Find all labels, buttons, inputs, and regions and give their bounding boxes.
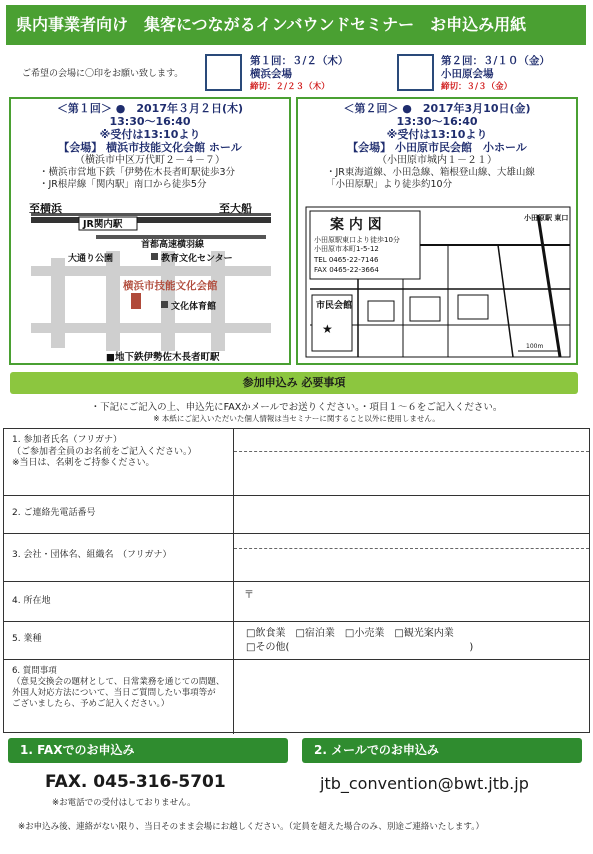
form-label-address: 4. 所在地	[4, 582, 234, 621]
form-label-name-line3: ※当日は、名刺をご持参ください。	[12, 458, 155, 468]
session1-access2: ・JR根岸線「関内駅」南口から徒歩5分	[39, 179, 207, 190]
session1-date-label: 第１回：３/２（木）	[250, 55, 349, 67]
address-input-field[interactable]	[234, 582, 589, 621]
session1-access1: ・横浜市営地下鉄「伊勢佐木長者町駅徒歩3分	[39, 167, 236, 178]
form-row-name	[4, 429, 589, 495]
industry-options-row1[interactable]: □飲食業 □宿泊業 □小売業 □観光案内業	[246, 628, 454, 639]
session1-selection	[250, 55, 348, 94]
session1-time: 13:30～16:40	[109, 115, 191, 128]
form-label-name-line2: （ご参加者全員のお名前をご記入ください。）	[12, 446, 197, 457]
form-label-questions-line2: （意見交換会の題材として、日常業務を通じての問題、	[12, 677, 225, 687]
session1-checkbox[interactable]	[205, 54, 242, 91]
map2-star-icon: ★	[322, 322, 333, 336]
industry-options-row2[interactable]: □その他( )	[246, 642, 474, 653]
session2-time: 13:30～16:40	[396, 115, 478, 128]
email-address[interactable]: jtb_convention@bwt.jtb.jp	[320, 774, 529, 793]
venue-selection-instruction: ご希望の会場に〇印をお願い致します。	[22, 69, 184, 79]
session2-date-label: 第２回：３/１０（金）	[441, 55, 550, 67]
form-label-questions-line1: 6. 質問事項	[12, 666, 57, 676]
map-label-ofuna: 至大船	[219, 203, 252, 215]
map2-line2: 小田原市本町1-5-12	[314, 245, 379, 253]
map-label-expressway: 首都高速横羽線	[141, 240, 205, 250]
map2-scale: 100m	[526, 343, 544, 350]
session2-access1: ・JR東海道線、小田急線、箱根登山線、大雄山線	[326, 167, 535, 178]
fax-section-header: 1. FAXでのお申込み	[8, 738, 288, 763]
form-row-address	[4, 581, 589, 621]
privacy-note: ※ 本紙にご記入いただいた個人情報は当セミナーに関すること以外に使用しません。	[153, 414, 440, 423]
session1-venue: 【会場】 横浜市技能文化会館 ホール	[58, 141, 242, 154]
session2-title: ＜第２回＞ ● 2017年3月10日(金)	[343, 102, 531, 115]
phone-input-field[interactable]	[234, 496, 589, 533]
email-section-header: 2. メールでのお申込み	[302, 738, 582, 763]
session1-info	[11, 99, 289, 191]
map2-fax: FAX 0465-22-3664	[314, 266, 379, 274]
session2-address: （小田原市城内１－２１）	[377, 155, 497, 166]
session2-selection	[441, 55, 550, 94]
form-label-questions-line3: 外国人対応方法について、当日ご質問したい事項等が	[12, 688, 216, 698]
session1-title: ＜第１回＞ ● 2017年３月２日(木)	[56, 102, 244, 115]
footer-note: ※お申込み後、連絡がない限り、当日そのまま会場にお越しください。（定員を超えた場合のみ、別途ご連絡いたします。）	[18, 822, 484, 832]
session1-map	[11, 203, 289, 363]
requirements-header: 参加申込み 必要事項	[10, 372, 578, 394]
session1-venue-label: 横浜会場	[250, 68, 292, 80]
session2-map	[298, 205, 576, 365]
fax-note: ※お電話での受付はしておりません。	[52, 798, 196, 808]
map-venue-marker	[131, 293, 141, 309]
session2-info	[298, 99, 576, 191]
map2-hall: 市民会館	[316, 301, 353, 311]
requirements-instruction: ・下記にご記入の上、申込先にFAXかメールでお送りください。・項目１～６をご記入ください。	[90, 402, 503, 413]
form-row-industry	[4, 621, 589, 659]
form-row-company	[4, 533, 589, 581]
form-row-questions	[4, 659, 589, 734]
form-label-name-line1: 1. 参加者氏名（フリガナ）	[12, 435, 122, 445]
session2-deadline: 締切：３/３（金）	[441, 82, 513, 92]
form-row-phone	[4, 495, 589, 533]
map2-title: 案 内 図	[330, 217, 382, 233]
form-label-phone: 2. ご連絡先電話番号	[4, 496, 234, 533]
session2-checkbox[interactable]	[397, 54, 434, 91]
session2-reception: ※受付は13:10より	[386, 128, 488, 141]
application-form-table	[3, 428, 590, 733]
map2-station: 小田原駅 東口	[524, 214, 569, 222]
questions-input-field[interactable]	[234, 660, 589, 734]
session2-details	[296, 97, 578, 365]
form-label-questions	[4, 660, 234, 734]
map-label-kannai: JR関内駅	[83, 219, 123, 230]
session2-venue-label: 小田原会場	[441, 68, 494, 80]
postal-mark: 〒	[244, 590, 254, 601]
form-label-industry: 5. 業種	[4, 622, 234, 659]
form-label-company: 3. 会社・団体名、組織名 （フリガナ）	[4, 534, 234, 581]
session1-details	[9, 97, 291, 365]
map-label-yokohama: 至横浜	[29, 203, 62, 215]
map-label-venue: 横浜市技能文化会館	[123, 280, 218, 292]
form-label-questions-line4: ございましたら、予めご記入ください。）	[12, 699, 170, 709]
map-label-odori: 大通り公園	[68, 254, 114, 264]
session1-address: （横浜市中区万代町２－４－７）	[75, 155, 225, 166]
fax-number: FAX. 045-316-5701	[45, 772, 226, 792]
map-label-gym: 文化体育館	[171, 302, 217, 312]
session1-reception: ※受付は13:10より	[99, 128, 201, 141]
session2-venue: 【会場】 小田原市民会館 小ホール	[347, 141, 527, 154]
page-title: 県内事業者向け 集客につながるインバウンドセミナー お申込み用紙	[6, 5, 586, 45]
company-input-field[interactable]	[234, 534, 589, 581]
name-input-field[interactable]	[234, 429, 589, 495]
industry-options[interactable]	[234, 622, 589, 659]
session1-deadline: 締切：２/２３（木）	[250, 82, 330, 92]
form-label-name	[4, 429, 234, 495]
map2-tel: TEL 0465-22-7146	[314, 256, 379, 264]
map-label-education: 教育文化センター	[161, 254, 233, 264]
session2-access2: 「小田原駅」より徒歩約10分	[326, 179, 453, 190]
map2-line1: 小田原駅東口より徒歩10分	[314, 236, 400, 244]
map-label-subway: ■地下鉄伊勢佐木長者町駅	[106, 352, 220, 363]
